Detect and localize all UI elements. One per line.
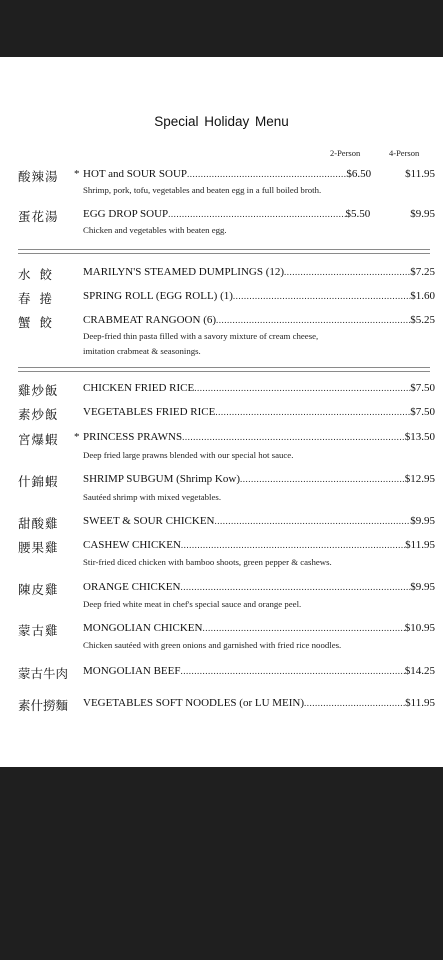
chinese-name: 陳皮雞 (18, 582, 59, 597)
chinese-name: 蛋花湯 (18, 209, 59, 224)
col-header-2-person: 2-Person (330, 148, 361, 158)
item-description: Chicken and vegetables with beaten egg. (83, 225, 227, 235)
item-name: CHICKEN FRIED RICE (83, 382, 195, 394)
section-divider (18, 253, 430, 254)
item-description: Shrimp, pork, tofu, vegetables and beaten egg in a full boiled broth. (83, 185, 322, 195)
col-header-4-person: 4-Person (389, 148, 420, 158)
leader-dots (215, 407, 410, 417)
item-name: PRINCESS PRAWNS (83, 431, 183, 443)
leader-dots (182, 432, 405, 442)
leader-dots (194, 383, 410, 393)
item-price: $11.95 (405, 697, 435, 709)
chinese-name: 蟹餃 (18, 315, 62, 330)
menu-item (0, 472, 443, 492)
chinese-name: 水餃 (18, 267, 62, 282)
item-price: $10.95 (404, 622, 435, 634)
section-divider (18, 249, 430, 250)
chinese-name: 什錦蝦 (18, 474, 59, 489)
chinese-name: 雞炒飯 (18, 383, 59, 398)
item-name: ORANGE CHICKEN (83, 581, 181, 593)
item-name: SHRIMP SUBGUM (Shrimp Kow) (83, 473, 240, 485)
item-description: Deep fried white meat in chef's special sauce and orange peel. (83, 599, 302, 609)
leader-dots (304, 698, 405, 708)
top-bar (0, 0, 443, 57)
chinese-name: 蒙古雞 (18, 623, 59, 638)
item-name: HOT and SOUR SOUP (83, 168, 188, 180)
item-description: Deep-fried thin pasta filled with a savory mixture of cream cheese, (83, 331, 319, 341)
item-description: Stir-fried diced chicken with bamboo shoots, green pepper & cashews. (83, 557, 332, 567)
item-description: Sautéed shrimp with mixed vegetables. (83, 492, 222, 502)
item-name: CRABMEAT RANGOON (6) (83, 314, 217, 326)
price-2-person: $6.50 (346, 168, 372, 180)
menu-item (0, 664, 443, 684)
price-2-person: $5.50 (345, 208, 371, 220)
section-divider (18, 367, 430, 368)
item-price: $11.95 (405, 539, 435, 551)
menu-item (0, 514, 443, 534)
section-divider (18, 371, 430, 372)
leader-dots (233, 291, 410, 301)
item-price: $7.50 (410, 406, 435, 418)
leader-dots (240, 474, 405, 484)
menu-item (0, 265, 443, 285)
item-name: SWEET & SOUR CHICKEN (83, 515, 215, 527)
item-price: $13.50 (404, 431, 435, 443)
bottom-bar (0, 767, 443, 960)
menu-title: Special Holiday Menu (154, 114, 289, 129)
chinese-name: 春捲 (18, 291, 62, 306)
menu-item (0, 289, 443, 309)
chinese-name: 素炒飯 (18, 407, 59, 422)
menu-item (0, 405, 443, 425)
item-price: $9.95 (410, 581, 435, 593)
leader-dots (215, 516, 411, 526)
chinese-name: 宮爆蝦 (18, 432, 59, 447)
item-price: $12.95 (404, 473, 435, 485)
chinese-name: 酸辣湯 (18, 169, 59, 184)
leader-dots (168, 209, 345, 219)
menu-item (0, 381, 443, 401)
spicy-marker: * (74, 168, 80, 180)
item-price: $7.50 (410, 382, 435, 394)
leader-dots (180, 582, 410, 592)
item-description: Deep fried large prawns blended with our special hot sauce. (83, 450, 294, 460)
price-4-person: $9.95 (410, 208, 435, 220)
item-name: MONGOLIAN CHICKEN (83, 622, 203, 634)
item-name: CASHEW CHICKEN (83, 539, 181, 551)
leader-dots (284, 267, 410, 277)
leader-dots (216, 315, 410, 325)
price-4-person: $11.95 (405, 168, 435, 180)
item-price: $1.60 (410, 290, 435, 302)
chinese-name: 蒙古牛肉 (18, 666, 69, 681)
menu-item (0, 696, 443, 716)
chinese-name: 素什撈麵 (18, 698, 69, 713)
item-price: $7.25 (410, 266, 435, 278)
chinese-name: 甜酸雞 (18, 516, 59, 531)
item-price: $14.25 (404, 665, 435, 677)
spicy-marker: * (74, 431, 80, 443)
item-name: MONGOLIAN BEEF (83, 665, 181, 677)
item-price: $9.95 (410, 515, 435, 527)
item-description: imitation crabmeat & seasonings. (83, 346, 201, 356)
leader-dots (187, 169, 346, 179)
chinese-name: 腰果雞 (18, 540, 59, 555)
item-price: $5.25 (410, 314, 435, 326)
item-name: SPRING ROLL (EGG ROLL) (1) (83, 290, 233, 302)
item-description: Chicken sautéed with green onions and garnished with fried rice noodles. (83, 640, 342, 650)
leader-dots (180, 666, 404, 676)
leader-dots (202, 623, 404, 633)
item-name: VEGETABLES FRIED RICE (83, 406, 216, 418)
item-name: MARILYN'S STEAMED DUMPLINGS (12) (83, 266, 285, 278)
item-name: EGG DROP SOUP (83, 208, 169, 220)
leader-dots (181, 540, 405, 550)
menu-item (0, 430, 443, 450)
item-name: VEGETABLES SOFT NOODLES (or LU MEIN) (83, 697, 305, 709)
